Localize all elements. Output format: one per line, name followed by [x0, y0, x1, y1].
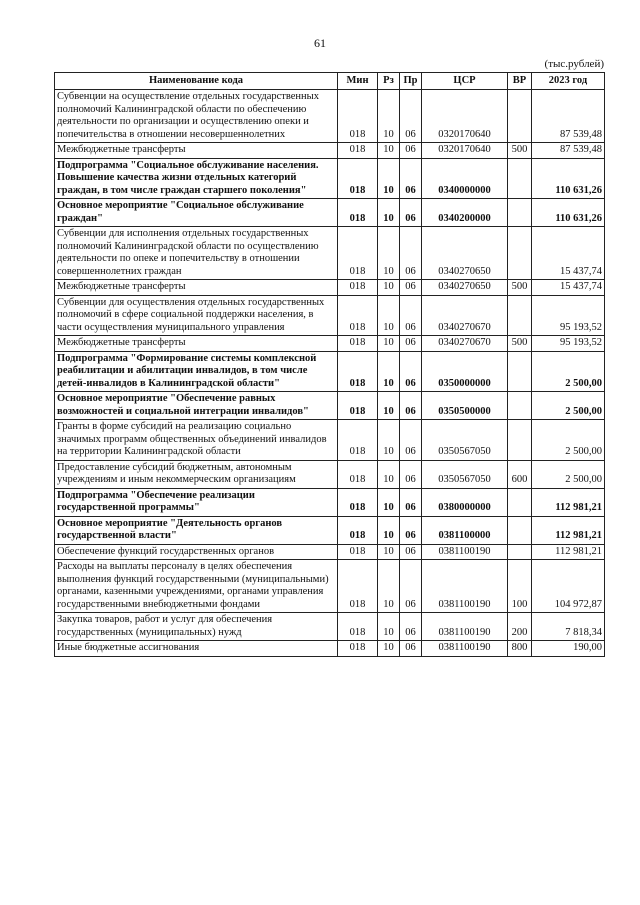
- cell-csr: 0350567050: [422, 420, 508, 461]
- cell-csr: 0320170640: [422, 90, 508, 143]
- cell-amount: 112 981,21: [532, 488, 605, 516]
- table-row: [55, 544, 605, 560]
- cell-name: Субвенции на осуществление отдельных государственных полномочий Калининградской области по обеспечению деятельности по организации и осуществлению опеки и попечительства в отношении несовершеннолетних: [55, 90, 338, 143]
- budget-table: [54, 72, 605, 657]
- cell-name: Расходы на выплаты персоналу в целях обеспечения выполнения функций государственными (муниципальными) органами, казенными учреждениями, органами управления государственными внебюджетными фондами: [55, 560, 338, 613]
- cell-vr: 100: [508, 560, 532, 613]
- cell-name: Межбюджетные трансферты: [55, 280, 338, 296]
- cell-vr: [508, 199, 532, 227]
- cell-csr: 0340200000: [422, 199, 508, 227]
- cell-vr: [508, 158, 532, 199]
- cell-name: Гранты в форме субсидий на реализацию социально значимых программ общественных объединений инвалидов на территории Калининградской области: [55, 420, 338, 461]
- cell-pr: 06: [400, 143, 422, 159]
- cell-min: 018: [338, 392, 378, 420]
- units-note: (тыс.рублей): [544, 58, 604, 70]
- cell-amount: 110 631,26: [532, 199, 605, 227]
- cell-pr: 06: [400, 158, 422, 199]
- table-row: [55, 351, 605, 392]
- cell-min: 018: [338, 420, 378, 461]
- cell-csr: 0381100190: [422, 544, 508, 560]
- cell-rz: 10: [378, 613, 400, 641]
- cell-amount: 190,00: [532, 641, 605, 657]
- table-row: [55, 90, 605, 143]
- cell-rz: 10: [378, 544, 400, 560]
- cell-min: 018: [338, 516, 378, 544]
- cell-pr: 06: [400, 227, 422, 280]
- table-row: [55, 420, 605, 461]
- cell-amount: 15 437,74: [532, 227, 605, 280]
- header-name: Наименование кода: [55, 73, 338, 90]
- table-row: [55, 392, 605, 420]
- cell-amount: 95 193,52: [532, 295, 605, 336]
- cell-pr: 06: [400, 199, 422, 227]
- table-row: [55, 613, 605, 641]
- cell-csr: 0381100190: [422, 641, 508, 657]
- cell-rz: 10: [378, 392, 400, 420]
- table-row: [55, 641, 605, 657]
- table-row: [55, 460, 605, 488]
- table-row: [55, 516, 605, 544]
- header-min: Мин: [338, 73, 378, 90]
- cell-vr: [508, 420, 532, 461]
- cell-pr: 06: [400, 90, 422, 143]
- cell-min: 018: [338, 143, 378, 159]
- cell-rz: 10: [378, 227, 400, 280]
- cell-amount: 112 981,21: [532, 544, 605, 560]
- header-csr: ЦСР: [422, 73, 508, 90]
- cell-amount: 15 437,74: [532, 280, 605, 296]
- cell-name: Межбюджетные трансферты: [55, 143, 338, 159]
- cell-pr: 06: [400, 613, 422, 641]
- header-rz: Рз: [378, 73, 400, 90]
- cell-rz: 10: [378, 158, 400, 199]
- cell-vr: 500: [508, 336, 532, 352]
- cell-vr: [508, 295, 532, 336]
- table-row: [55, 143, 605, 159]
- cell-name: Основное мероприятие "Обеспечение равных возможностей и социальной интеграции инвалидов": [55, 392, 338, 420]
- cell-csr: 0381100190: [422, 613, 508, 641]
- cell-vr: [508, 488, 532, 516]
- cell-pr: 06: [400, 641, 422, 657]
- cell-pr: 06: [400, 351, 422, 392]
- cell-rz: 10: [378, 336, 400, 352]
- cell-csr: 0340270650: [422, 227, 508, 280]
- cell-vr: [508, 516, 532, 544]
- header-pr: Пр: [400, 73, 422, 90]
- cell-name: Основное мероприятие "Деятельность органов государственной власти": [55, 516, 338, 544]
- cell-min: 018: [338, 488, 378, 516]
- cell-rz: 10: [378, 280, 400, 296]
- page-number: 61: [314, 36, 326, 50]
- cell-min: 018: [338, 544, 378, 560]
- cell-min: 018: [338, 90, 378, 143]
- cell-csr: 0340270670: [422, 336, 508, 352]
- cell-min: 018: [338, 351, 378, 392]
- cell-name: Иные бюджетные ассигнования: [55, 641, 338, 657]
- header-vr: ВР: [508, 73, 532, 90]
- cell-vr: 800: [508, 641, 532, 657]
- cell-rz: 10: [378, 351, 400, 392]
- cell-rz: 10: [378, 420, 400, 461]
- cell-amount: 110 631,26: [532, 158, 605, 199]
- cell-csr: 0380000000: [422, 488, 508, 516]
- cell-name: Межбюджетные трансферты: [55, 336, 338, 352]
- cell-rz: 10: [378, 460, 400, 488]
- cell-rz: 10: [378, 560, 400, 613]
- cell-rz: 10: [378, 641, 400, 657]
- header-amount: 2023 год: [532, 73, 605, 90]
- cell-vr: [508, 544, 532, 560]
- cell-csr: 0340270650: [422, 280, 508, 296]
- cell-amount: 2 500,00: [532, 420, 605, 461]
- cell-vr: 200: [508, 613, 532, 641]
- cell-pr: 06: [400, 460, 422, 488]
- cell-vr: 500: [508, 143, 532, 159]
- cell-min: 018: [338, 158, 378, 199]
- cell-rz: 10: [378, 516, 400, 544]
- cell-amount: 87 539,48: [532, 143, 605, 159]
- cell-vr: 600: [508, 460, 532, 488]
- cell-name: Закупка товаров, работ и услуг для обеспечения государственных (муниципальных) нужд: [55, 613, 338, 641]
- cell-amount: 7 818,34: [532, 613, 605, 641]
- table-row: [55, 199, 605, 227]
- cell-rz: 10: [378, 488, 400, 516]
- cell-name: Обеспечение функций государственных органов: [55, 544, 338, 560]
- cell-csr: 0350000000: [422, 351, 508, 392]
- cell-amount: 95 193,52: [532, 336, 605, 352]
- cell-pr: 06: [400, 392, 422, 420]
- cell-rz: 10: [378, 143, 400, 159]
- cell-min: 018: [338, 560, 378, 613]
- cell-amount: 104 972,87: [532, 560, 605, 613]
- cell-pr: 06: [400, 516, 422, 544]
- cell-min: 018: [338, 199, 378, 227]
- cell-pr: 06: [400, 560, 422, 613]
- table-row: [55, 560, 605, 613]
- cell-vr: [508, 90, 532, 143]
- cell-pr: 06: [400, 420, 422, 461]
- cell-name: Подпрограмма "Обеспечение реализации государственной программы": [55, 488, 338, 516]
- cell-pr: 06: [400, 544, 422, 560]
- cell-amount: 87 539,48: [532, 90, 605, 143]
- cell-vr: 500: [508, 280, 532, 296]
- cell-csr: 0350500000: [422, 392, 508, 420]
- table-header-row: [55, 73, 605, 90]
- cell-name: Подпрограмма "Социальное обслуживание населения. Повышение качества жизни отдельных категорий граждан, в том числе граждан старшего поколения": [55, 158, 338, 199]
- cell-amount: 2 500,00: [532, 392, 605, 420]
- cell-pr: 06: [400, 488, 422, 516]
- cell-min: 018: [338, 280, 378, 296]
- cell-pr: 06: [400, 295, 422, 336]
- cell-name: Предоставление субсидий бюджетным, автономным учреждениям и иным некоммерческим организациям: [55, 460, 338, 488]
- table-row: [55, 227, 605, 280]
- table-row: [55, 158, 605, 199]
- cell-vr: [508, 351, 532, 392]
- cell-min: 018: [338, 613, 378, 641]
- cell-vr: [508, 227, 532, 280]
- cell-pr: 06: [400, 280, 422, 296]
- cell-min: 018: [338, 460, 378, 488]
- cell-min: 018: [338, 641, 378, 657]
- table-row: [55, 280, 605, 296]
- cell-csr: 0381100000: [422, 516, 508, 544]
- cell-pr: 06: [400, 336, 422, 352]
- cell-amount: 2 500,00: [532, 351, 605, 392]
- table-row: [55, 295, 605, 336]
- cell-min: 018: [338, 295, 378, 336]
- table-row: [55, 488, 605, 516]
- cell-name: Субвенции для исполнения отдельных государственных полномочий Калининградской области по осуществлению деятельности по опеке и попечительству в отношении совершеннолетних граждан: [55, 227, 338, 280]
- table-row: [55, 336, 605, 352]
- cell-rz: 10: [378, 295, 400, 336]
- cell-amount: 112 981,21: [532, 516, 605, 544]
- cell-name: Основное мероприятие "Социальное обслуживание граждан": [55, 199, 338, 227]
- cell-amount: 2 500,00: [532, 460, 605, 488]
- cell-vr: [508, 392, 532, 420]
- cell-csr: 0381100190: [422, 560, 508, 613]
- cell-name: Субвенции для осуществления отдельных государственных полномочий в сфере социальной поддержки населения, в части осуществления муниципального управления: [55, 295, 338, 336]
- cell-name: Подпрограмма "Формирование системы комплексной реабилитации и абилитации инвалидов, в том числе детей-инвалидов в Калининградской области": [55, 351, 338, 392]
- cell-csr: 0350567050: [422, 460, 508, 488]
- cell-csr: 0340000000: [422, 158, 508, 199]
- cell-min: 018: [338, 227, 378, 280]
- cell-rz: 10: [378, 90, 400, 143]
- cell-rz: 10: [378, 199, 400, 227]
- cell-min: 018: [338, 336, 378, 352]
- cell-csr: 0340270670: [422, 295, 508, 336]
- cell-csr: 0320170640: [422, 143, 508, 159]
